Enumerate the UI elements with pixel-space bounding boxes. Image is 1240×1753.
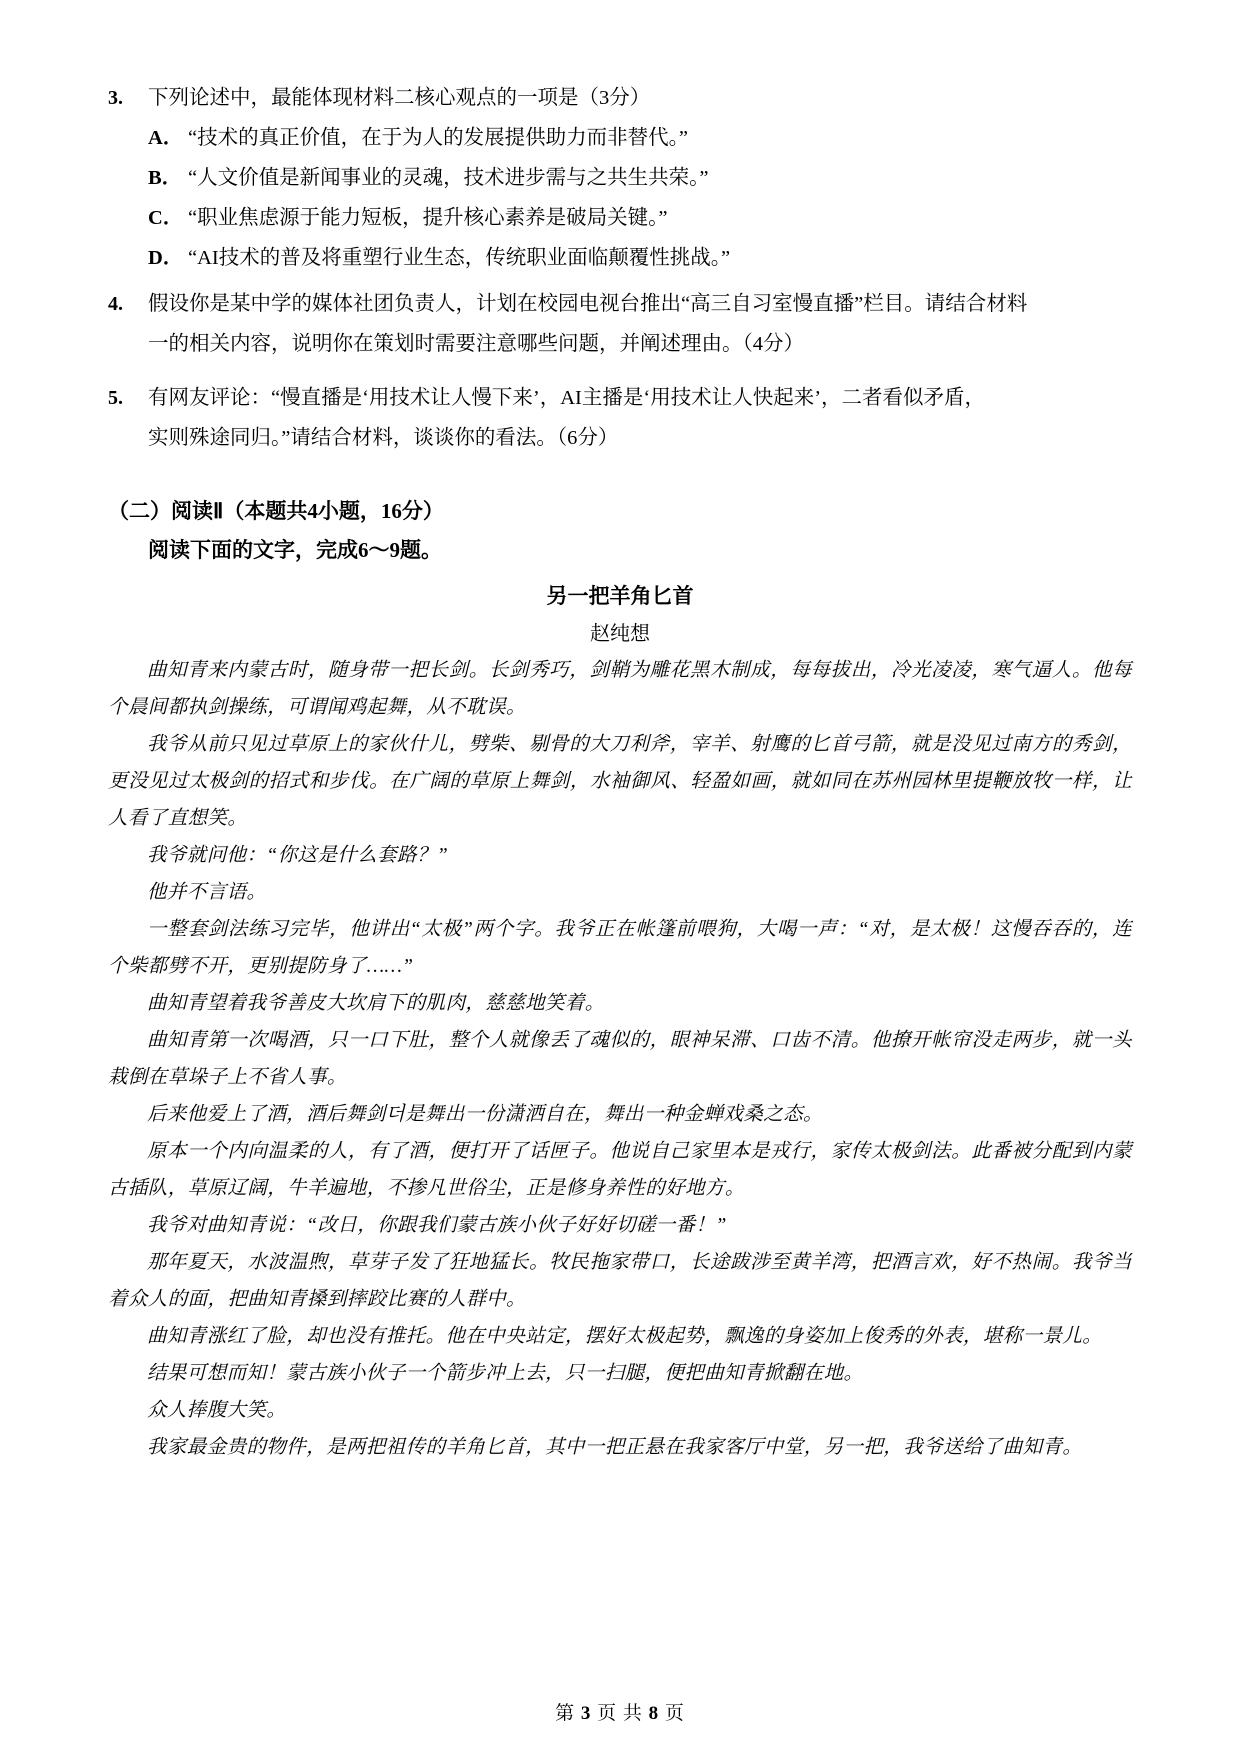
option-text: “AI技术的普及将重塑行业生态，传统职业面临颠覆性挑战。” — [188, 247, 731, 269]
option-row-c — [108, 198, 1132, 238]
question-stem-row — [108, 78, 1132, 118]
footer-middle: 页 共 — [597, 1703, 643, 1724]
question-stem: 下列论述中，最能体现材料二核心观点的一项是（3分） — [148, 87, 651, 109]
question-block-3 — [108, 78, 1132, 278]
page-footer — [0, 1698, 1240, 1725]
footer-suffix: 页 — [664, 1703, 685, 1724]
article-paragraph: 我爷对曲知青说：“改日，你跟我们蒙古族小伙子好好切磋一番！” — [147, 1215, 727, 1236]
question-number: 5. — [108, 387, 123, 409]
article-paragraph: 后来他爱上了酒，酒后舞剑더是舞出一份潇洒自在，舞出一种金蝉戏桑之态。 — [147, 1104, 823, 1125]
question-block-5 — [108, 378, 1132, 458]
question-stem: 有网友评论：“慢直播是‘用技术让人慢下来’，AI主播是‘用技术让人快起来’，二者看似矛盾， — [148, 387, 986, 409]
section-heading: （二）阅读Ⅱ（本题共4小题，16分） — [108, 499, 444, 523]
section-subheading: 阅读下面的文字，完成6～9题。 — [148, 538, 442, 562]
article-paragraph: 原本一个内向温柔的人，有了酒，便打开了话匣子。他说自己家里本是戎行，家传太极剑法。此番被分配到内蒙古插队，草原辽阔，牛羊遍地，不掺凡世俗尘，正是修身养性的好地方。 — [108, 1141, 1132, 1199]
article-paragraph: 曲知青望着我爷善皮大坎肩下的肌肉，慈慈地笑着。 — [147, 993, 605, 1014]
question-block-4 — [108, 284, 1132, 364]
article-paragraph: 结果可想而知！蒙古族小伙子一个箭步冲上去，只一扫腿，便把曲知青掀翻在地。 — [147, 1363, 864, 1384]
question-number: 3. — [108, 87, 123, 109]
option-row-a — [108, 118, 1132, 158]
question-stem-row — [108, 284, 1132, 324]
option-text: “人文价值是新闻事业的灵魂，技术进步需与之共生共荣。” — [188, 167, 709, 189]
option-letter: B． — [148, 167, 183, 189]
question-number: 4. — [108, 293, 123, 315]
article-title: 另一把羊角匕首 — [546, 584, 694, 608]
footer-current-page: 3 — [580, 1703, 592, 1724]
article-paragraph: 我家最金贵的物件，是两把祖传的羊角匕首，其中一把正悬在我家客厅中堂，另一把，我爷送给了曲知青。 — [147, 1437, 1083, 1458]
question-stem: 假设你是某中学的媒体社团负责人，计划在校园电视台推出“高三自习室慢直播”栏目。请结合材料 — [148, 293, 1028, 315]
article-paragraph: 他并不言语。 — [147, 882, 267, 903]
option-letter: D． — [148, 247, 184, 269]
option-letter: A． — [148, 127, 184, 149]
option-text: “技术的真正价值，在于为人的发展提供助力而非替代。” — [188, 127, 688, 149]
question-stem-continued: 实则殊途同归。”请结合材料，谈谈你的看法。（6分） — [148, 427, 619, 449]
question-stem-row — [108, 378, 1132, 418]
article-paragraph: 一整套剑法练习完毕，他讲出“太极”两个字。我爷正在帐篷前喂狗，大喝一声：“对，是太极！这慢吞吞的，连个柴都劈不开，更别提防身了……” — [108, 919, 1132, 977]
article-paragraph: 众人捧腹大笑。 — [147, 1400, 287, 1421]
article-paragraph: 曲知青来内蒙古时，随身带一把长剑。长剑秀巧，剑鞘为雕花黑木制成，每每拔出，冷光凌凌，寒气逼人。他每个晨间都执剑操练，可谓闻鸡起舞，从不耽误。 — [108, 660, 1132, 718]
article-paragraph: 我爷就问他：“你这是什么套路？” — [147, 845, 449, 866]
question-stem-continued: 一的相关内容，说明你在策划时需要注意哪些问题，并阐述理由。（4分） — [148, 333, 804, 355]
article-paragraph: 曲知青涨红了脸，却也没有推托。他在中央站定，摆好太极起势，飘逸的身姿加上俊秀的外表，堪称一景儿。 — [147, 1326, 1103, 1347]
footer-total-pages: 8 — [648, 1703, 660, 1724]
article-paragraph: 曲知青第一次喝酒，只一口下肚，整个人就像丢了魂似的，眼神呆滞、口齿不清。他撩开帐帘没走两步，就一头栽倒在草垛子上不省人事。 — [108, 1030, 1132, 1088]
article-paragraph: 那年夏天，水波温煦，草芽子发了狂地猛长。牧民拖家带口，长途跋涉至黄羊湾，把酒言欢，好不热闹。我爷当着众人的面，把曲知青搡到摔跤比赛的人群中。 — [108, 1252, 1132, 1310]
footer-prefix: 第 — [555, 1703, 576, 1724]
option-row-d — [108, 238, 1132, 278]
article-paragraph: 我爷从前只见过草原上的家伙什儿，劈柴、剔骨的大刀利斧，宰羊、射鹰的匕首弓箭，就是没见过南方的秀剑，更没见过太极剑的招式和步伐。在广阔的草原上舞剑，水袖御风、轻盈如画，就如同在苏州园林里提鞭放牧一样，让人看了直想笑。 — [108, 734, 1132, 829]
article-author: 赵纯想 — [590, 623, 650, 645]
option-text: “职业焦虑源于能力短板，提升核心素养是破局关键。” — [188, 207, 668, 229]
option-row-b — [108, 158, 1132, 198]
option-letter: C． — [148, 207, 184, 229]
